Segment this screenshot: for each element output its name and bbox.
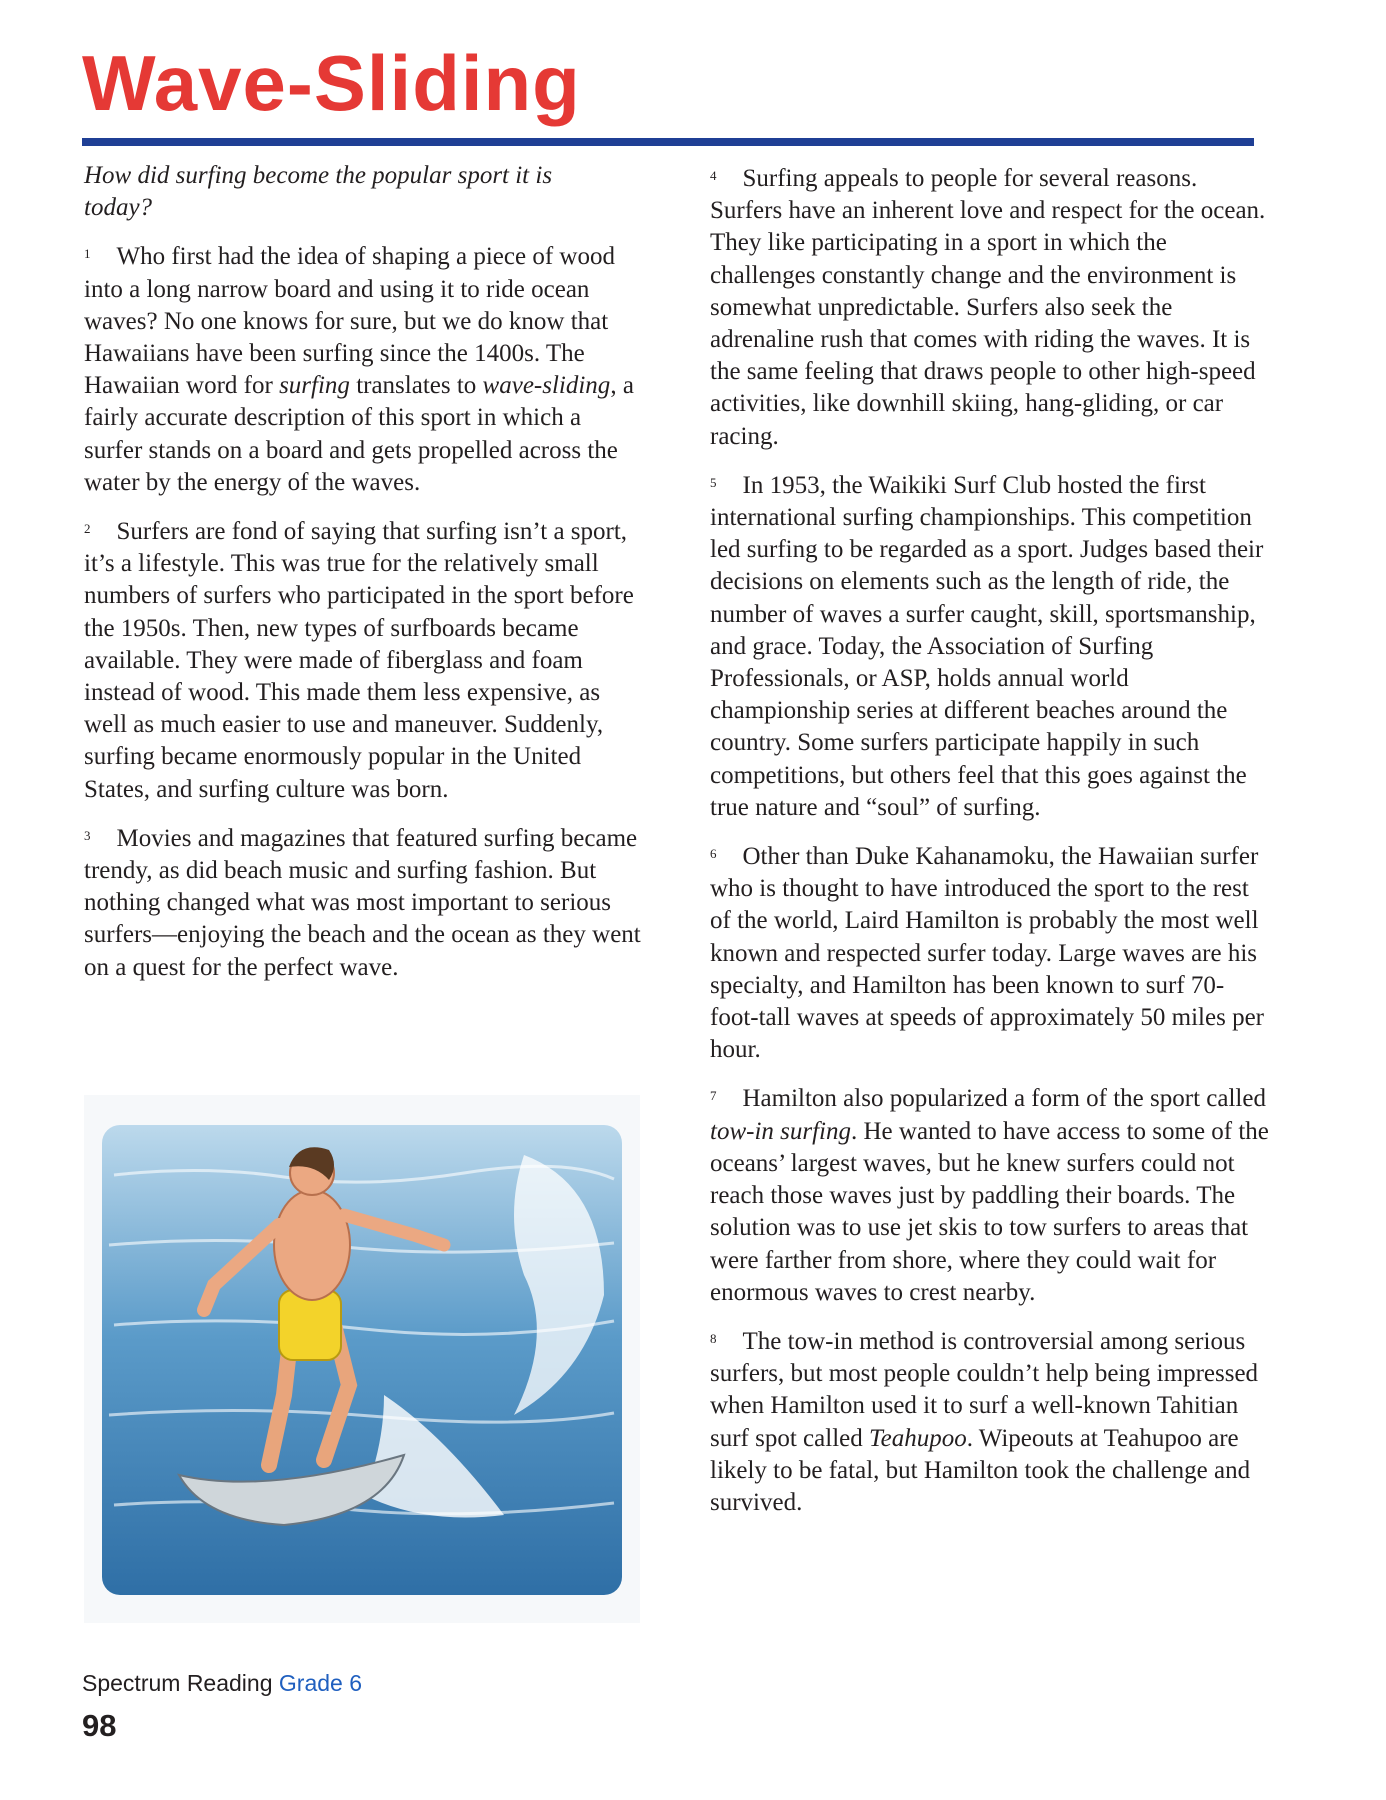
right-column xyxy=(710,160,1270,1533)
paragraph-number: 5 xyxy=(710,474,717,490)
intro-question: How did surfing become the popular sport it is today? xyxy=(84,162,553,222)
paragraph-8: $^8$ The tow-in method is controversial among serious surfers, but most people couldn’t help being impressed when Hamilton used it to surf a well-known Tahitian surf spot called Teahupoo. Wipeouts at Teahupoo are likely to be fatal, but Hamilton took the challenge and survived. xyxy=(710,1327,1259,1516)
paragraph-7: $^7$ Hamilton also popularized a form of the sport called tow-in surfing. He wanted to have access to some of the oceans’ largest waves, but he knew surfers could not reach those waves just by paddling their boards. The solution was to use jet skis to tow surfers to areas that were farther from shore, where they could wait for enormous waves to crest nearby. xyxy=(710,1085,1269,1306)
paragraph-6: $^6$ Other than Duke Kahanamoku, the Hawaiian surfer who is thought to have introduced the sport to the rest of the world, Laird Hamilton is probably the most well known and respected surfer today. Large waves are his specialty, and Hamilton has been known to surf 70-foot-tall waves at speeds of approximately 50 miles per hour. xyxy=(710,843,1265,1064)
paragraph-1: $^1$ Who first had the idea of shaping a piece of wood into a long narrow board and using it to ride ocean waves? No one knows for sure, but we do know that Hawaiians have been surfing since the 1400s. The Hawaiian word for surfing translates to wave-sliding, a fairly accurate description of this sport in which a surfer stands on a board and gets propelled across the water by the energy of the waves. xyxy=(84,243,634,496)
paragraph-2: $^2$ Surfers are fond of saying that surfing isn’t a sport, it’s a lifestyle. This was true for the relatively small numbers of surfers who participated in the sport before the 1950s. Then, new types of surfboards became available. They were made of fiberglass and foam instead of wood. This made them less expensive, as well as much easier to use and maneuver. Suddenly, surfing became enormously popular in the United States, and surfing culture was born. xyxy=(84,518,634,803)
paragraph-5: $^5$ In 1953, the Waikiki Surf Club hosted the first international surfing championships. This competition led surfing to be regarded as a sport. Judges based their decisions on elements such as the length of ride, the number of waves a surfer caught, skill, sportsmanship, and grace. Today, the Association of Surfing Professionals, or ASP, holds annual world championship series at different beaches around the country. Some surfers participate happily in such competitions, but others feel that this goes against the true nature and “soul” of surfing. xyxy=(710,471,1264,821)
paragraph-3: $^3$ Movies and magazines that featured surfing became trendy, as did beach music and surfing fashion. But nothing changed what was most important to serious surfers—enjoying the beach and the ocean as they went on a quest for the perfect wave. xyxy=(84,824,641,981)
paragraph-number: 7 xyxy=(710,1088,717,1104)
surfer-illustration xyxy=(84,1095,640,1623)
page-title: Wave-Sliding xyxy=(82,39,581,127)
paragraph-number: 8 xyxy=(710,1330,717,1346)
paragraph-number: 2 xyxy=(84,521,91,537)
paragraph-number: 1 xyxy=(84,246,91,262)
surfer-illustration-icon xyxy=(84,1095,640,1623)
paragraph-number: 3 xyxy=(84,827,91,843)
paragraph-4: $^4$ Surfing appeals to people for several reasons. Surfers have an inherent love and respect for the ocean. They like participating in a sport in which the challenges constantly change and the environment is somewhat unpredictable. Surfers also seek the adrenaline rush that comes with riding the waves. It is the same feeling that draws people to other high-speed activities, like downhill skiing, hang-gliding, or car racing. xyxy=(710,165,1266,450)
title-rule xyxy=(82,138,1254,146)
paragraph-number: 6 xyxy=(710,846,717,862)
left-column xyxy=(84,160,644,998)
footer-book-title: Spectrum Reading Grade 6 xyxy=(82,1670,362,1696)
grade-label: Grade 6 xyxy=(278,1670,362,1696)
paragraph-number: 4 xyxy=(710,168,717,183)
page-number: 98 xyxy=(82,1708,117,1743)
